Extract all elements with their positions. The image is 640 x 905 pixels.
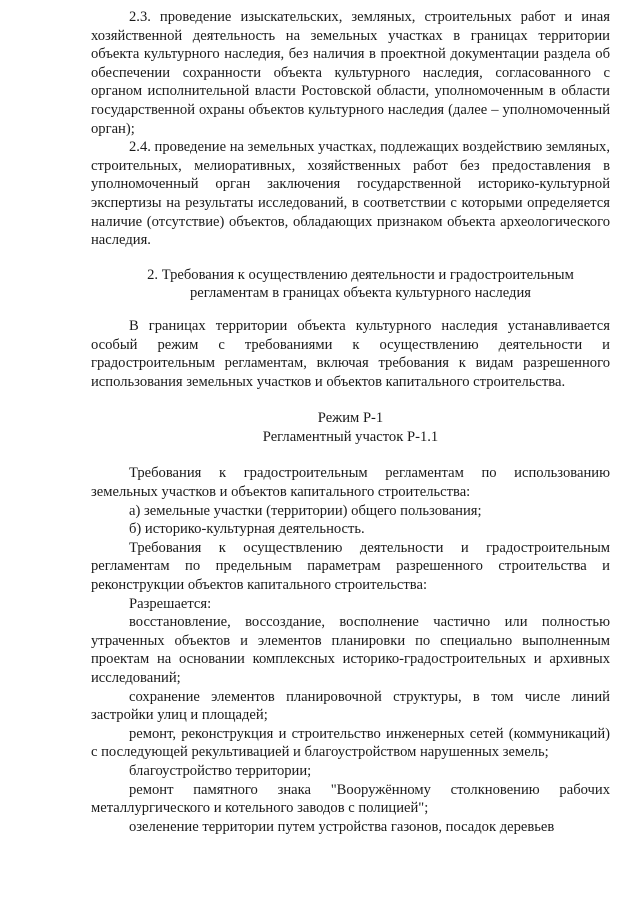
section-heading-line-1: 2. Требования к осуществлению деятельности и градостроительным	[147, 266, 574, 283]
allowed-item-restoration: восстановление, воссоздание, восполнение частично или полностью утраченных объектов и элементов планировки по специально выполненным проектам на основании комплексных историко-градостроительных и архивных исследований;	[91, 614, 610, 686]
list-item-b: б) историко-культурная деятельность.	[129, 521, 365, 538]
section-heading	[91, 266, 610, 303]
paragraph-requirements-use: Требования к градостроительным регламентам по использованию земельных участков и объектов капитального строительства:	[91, 465, 610, 501]
section-heading-line-2: регламентам в границах объекта культурного наследия	[190, 285, 531, 302]
intro-paragraph: В границах территории объекта культурного наследия устанавливается особый режим с требованиями к осуществлению деятельности и градостроительным регламентам, включая требования к видам разрешенного использования земельных участков и объектов капитального строительства.	[91, 317, 610, 390]
paragraph-2-4: 2.4. проведение на земельных участках, подлежащих воздействию земляных, строительных, мелиоративных, хозяйственных работ без предоставления в уполномоченный орган заключения государственной историко-культурной экспертизы на результаты исследований, в соответствии с которыми определяется наличие (отсутствие) объектов, обладающих признаком объекта археологического наследия.	[91, 139, 610, 249]
list-item-a: а) земельные участки (территории) общего пользования;	[129, 502, 482, 519]
paragraph-requirements-params: Требования к осуществлению деятельности и градостроительным регламентам по предельным параметрам разрешенного строительства и реконструкции объектов капитального строительства:	[91, 539, 610, 594]
allowed-item-networks: ремонт, реконструкция и строительство инженерных сетей (коммуникаций) с последующей рекультивацией и благоустройством нарушенных земель;	[91, 725, 610, 761]
allowed-item-landscaping: озеленение территории путем устройства газонов, посадок деревьев	[129, 818, 555, 835]
allowed-item-preservation: сохранение элементов планировочной структуры, в том числе линий застройки улиц и площадей;	[91, 688, 610, 724]
regime-title: Режим Р-1	[317, 410, 384, 427]
paragraph-2-3: 2.3. проведение изыскательских, земляных, строительных работ и иная хозяйственной деятельность на земельных участках в границах территории объекта культурного наследия, без наличия в проектной документации раздела об обеспечении сохранности объекта культурного наследия, согласованного с органом исполнительной власти Ростовской области, уполномоченным в области государственной охраны объектов культурного наследия (далее – уполномоченный орган);	[91, 9, 610, 137]
allowed-item-improvement: благоустройство территории;	[129, 762, 312, 779]
document-page	[91, 8, 610, 836]
regime-subtitle: Регламентный участок Р-1.1	[262, 428, 439, 445]
allowed-item-memorial-repair: ремонт памятного знака "Вооружённому столкновению рабочих металлургического и котельного заводов с полицией";	[91, 781, 610, 817]
allowed-heading: Разрешается:	[129, 595, 212, 612]
